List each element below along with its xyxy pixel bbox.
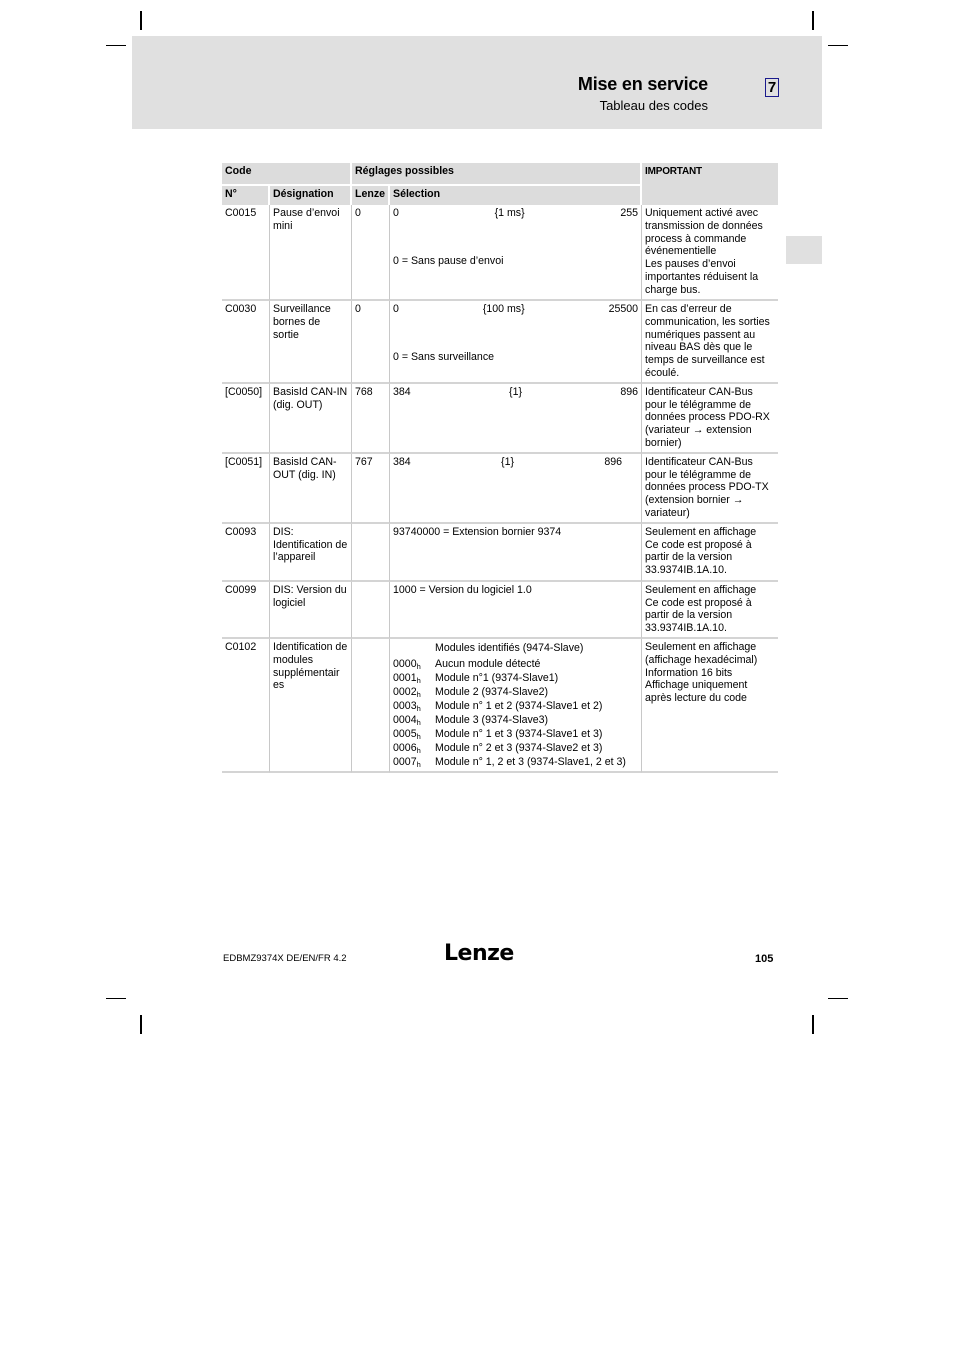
table-row [222, 205, 778, 301]
crop-mark [140, 1015, 142, 1034]
sel-max: 896 [604, 455, 623, 468]
sel-step: {1 ms} [494, 207, 525, 219]
sel-note: 0 = Sans pause d’envoi [393, 254, 504, 267]
code-cell: C0015 [222, 205, 270, 301]
selection-cell [390, 454, 642, 524]
important-line: Seulement en affichage (affichage hexadécimal) [645, 640, 758, 666]
designation-cell: DIS: Identification de l’appareil [270, 524, 352, 582]
module-item: $0002_h$ Module 2 (9374-Slave2) [393, 685, 549, 699]
code-cell: [C0051] [222, 454, 270, 524]
designation-cell: Pause d’envoi mini [270, 205, 352, 301]
module-item: $0006_h$ Module n° 2 et 3 (9374-Slave2 et 3) [393, 741, 603, 755]
header-settings: Réglages possibles [352, 163, 642, 184]
crop-mark [828, 45, 848, 46]
selection-cell [390, 205, 642, 301]
important-line: Ce code est proposé à partir de la version 33.9374IB.1A.10. [645, 596, 752, 635]
important-line: Ce code est proposé à partir de la version 33.9374IB.1A.10. [645, 538, 752, 577]
designation-cell: BasisId CAN-IN (dig. OUT) [270, 384, 352, 454]
designation-cell: DIS: Version du logiciel [270, 582, 352, 639]
lenze-cell [352, 639, 390, 773]
sel-min: 384 [393, 385, 411, 398]
crop-mark [812, 11, 814, 30]
sel-note: 0 = Sans surveillance [393, 350, 495, 363]
table-row [222, 301, 778, 384]
sel-step: {100 ms} [482, 303, 525, 315]
sel-max: 255 [620, 207, 639, 219]
lenze-cell: 0 [352, 205, 390, 301]
header-no: N° [222, 184, 270, 205]
selection-cell [390, 639, 642, 773]
module-item: $0007_h$ Module n° 1, 2 et 3 (9374-Slave1, 2 et 3) [393, 755, 626, 769]
table-row [222, 524, 778, 582]
lenze-cell [352, 582, 390, 639]
table-row [222, 454, 778, 524]
module-item: $0005_h$ Module n° 1 et 3 (9374-Slave1 et 3) [393, 727, 603, 741]
lenze-cell [352, 524, 390, 582]
sel-step: {1} [509, 385, 522, 398]
header-lenze: Lenze [352, 184, 390, 205]
table-row [222, 384, 778, 454]
sel-max: 896 [620, 385, 639, 398]
important-cell [642, 582, 778, 639]
page-subtitle: Tableau des codes [599, 98, 708, 113]
crop-mark [812, 1015, 814, 1034]
side-tab [786, 236, 822, 264]
crop-mark [828, 998, 848, 999]
lenze-logo: Lenze [444, 941, 514, 966]
sel-max: 25500 [608, 303, 639, 315]
header-selection: Sélection [390, 184, 642, 205]
code-cell: [C0050] [222, 384, 270, 454]
header-important: IMPORTANT [642, 163, 778, 205]
important-line: Seulement en affichage [645, 583, 757, 596]
crop-mark [106, 45, 126, 46]
important-cell [642, 384, 778, 454]
page-number: 105 [755, 953, 774, 965]
code-cell: C0030 [222, 301, 270, 384]
document-id: EDBMZ9374X DE/EN/FR 4.2 [223, 953, 347, 964]
header-designation: Désignation [270, 184, 352, 205]
crop-mark [140, 11, 142, 30]
code-table [222, 163, 778, 773]
sel-min: 0 [393, 303, 399, 315]
chapter-number: 7 [765, 78, 779, 97]
important-line: Les pauses d’envoi importantes réduisent la charge bus. [645, 258, 759, 296]
crop-mark [106, 998, 126, 999]
module-item: $0000_h$ Aucun module détecté [393, 657, 541, 671]
page-title: Mise en service [577, 74, 708, 94]
sel-step: {1} [501, 455, 514, 468]
code-cell: C0102 [222, 639, 270, 773]
modules-title: Modules identifiés (9474-Slave) [435, 641, 584, 654]
designation-cell: BasisId CAN-OUT (dig. IN) [270, 454, 352, 524]
important-line: Identificateur CAN-Bus pour le télégramme de données process PDO-TX (extension bornier → variateur) [645, 455, 769, 519]
designation-cell: Surveillance bornes de sortie [270, 301, 352, 384]
sel-min: 384 [393, 455, 411, 468]
sel-min: 0 [393, 207, 399, 219]
important-line: En cas d’erreur de communication, les sorties numériques passent au niveau BAS dès que le temps de surveillance est écoulé. [645, 303, 770, 379]
important-cell [642, 205, 778, 301]
lenze-cell: 767 [352, 454, 390, 524]
selection-cell: 93740000 = Extension bornier 9374 [390, 524, 642, 582]
important-cell [642, 524, 778, 582]
important-cell [642, 301, 778, 384]
module-item: $0004_h$ Module 3 (9374-Slave3) [393, 713, 549, 727]
important-cell [642, 639, 778, 773]
selection-cell [390, 301, 642, 384]
module-item: $0003_h$ Module n° 1 et 2 (9374-Slave1 et 2) [393, 699, 603, 713]
important-line: Uniquement activé avec transmission de données process à commande événementielle [645, 207, 763, 258]
important-cell [642, 454, 778, 524]
header-code: Code [222, 163, 352, 184]
lenze-cell: 0 [352, 301, 390, 384]
important-line: Affichage uniquement après lecture du code [645, 679, 748, 705]
lenze-cell: 768 [352, 384, 390, 454]
module-item: $0001_h$ Module n°1 (9374-Slave1) [393, 671, 559, 685]
selection-cell [390, 384, 642, 454]
table-row [222, 582, 778, 639]
designation-cell: Identification de modules supplémentair es [270, 639, 352, 773]
selection-cell: 1000 = Version du logiciel 1.0 [390, 582, 642, 639]
table-row [222, 639, 778, 773]
important-line: Information 16 bits [645, 666, 733, 679]
header-band [132, 36, 822, 129]
important-line: Seulement en affichage [645, 525, 757, 538]
important-line: Identificateur CAN-Bus pour le télégramme de données process PDO-RX (variateur → extension bornier) [645, 385, 770, 449]
code-cell: C0099 [222, 582, 270, 639]
code-cell: C0093 [222, 524, 270, 582]
